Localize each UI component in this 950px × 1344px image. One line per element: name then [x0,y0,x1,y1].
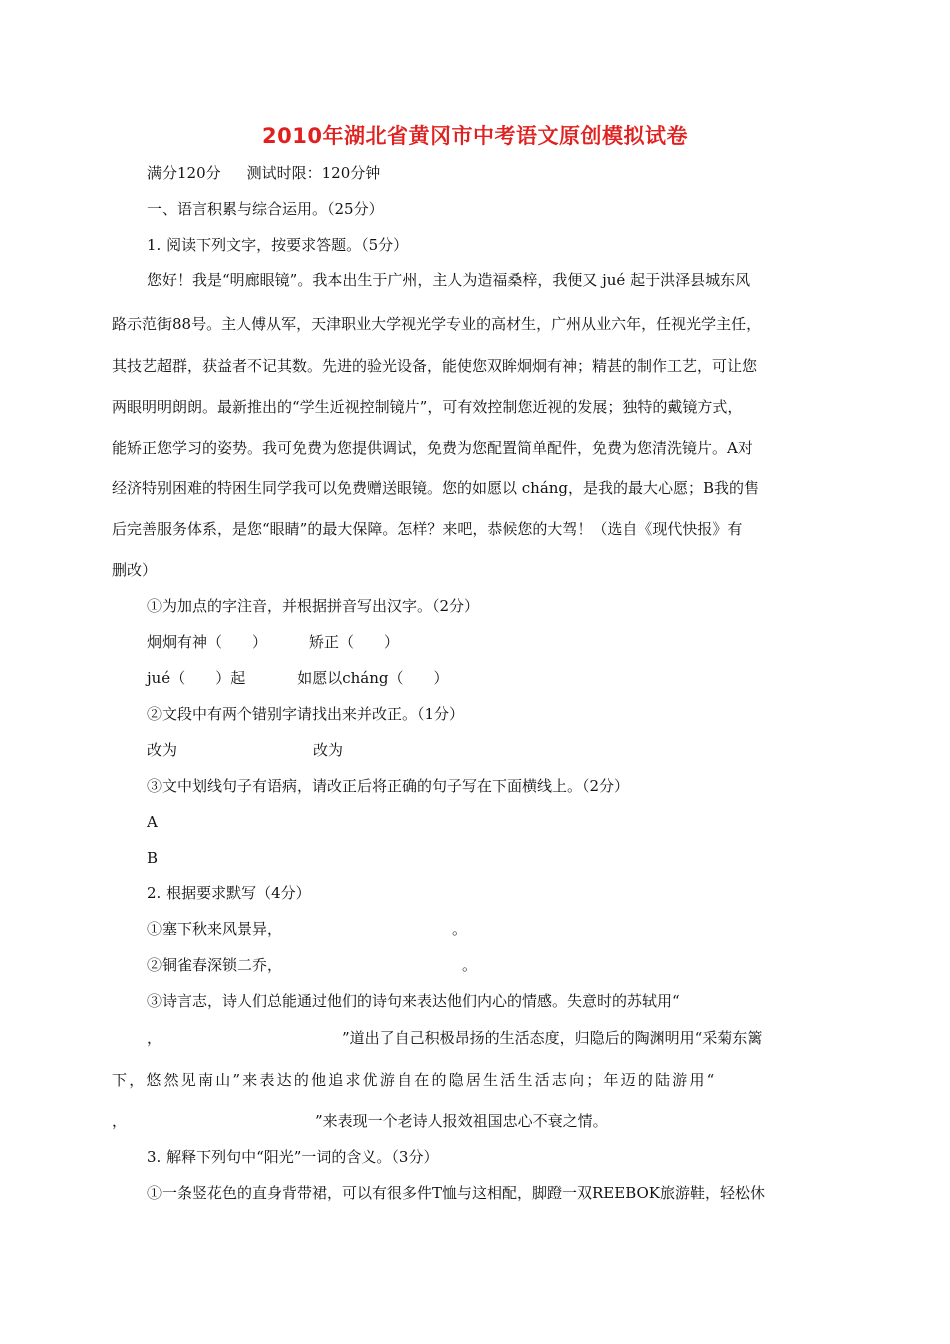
recite-item-3-line: ③诗言志，诗人们总能通过他们的诗句来表达他们内心的情感。失意时的苏轼用“ [147,992,680,1010]
recite-text: ”来表现一个老诗人报效祖国忠心不衰之情。 [315,1112,608,1130]
recite-text: ， [112,1112,128,1130]
question-3-heading: 3. 解释下列句中“阳光”一词的含义。（3分） [147,1148,439,1166]
pinyin-item: 矫正（ ） [309,633,400,651]
passage-line: 能矫正您学习的姿势。我可免费为您提供调试，免费为您配置简单配件，免费为您清洗镜片。A对 [112,439,753,457]
recite-item-1 [147,919,467,939]
passage-line: 后完善服务体系，是您“眼睛”的最大保障。怎样？来吧，恭候您的大驾！（选自《现代快报》有 [112,520,743,538]
subquestion-3-prompt: ③文中划线句子有语病，请改正后将正确的句子写在下面横线上。（2分） [147,777,630,795]
question-3-item: ①一条竖花色的直身背带裙，可以有很多件T恤与这相配，脚蹬一双REEBOK旅游鞋，轻松休 [147,1184,766,1202]
passage-line: 删改） [112,561,158,579]
subquestion-2-prompt: ②文段中有两个错别字请找出来并改正。（1分） [147,705,465,723]
pinyin-row-2 [147,668,448,688]
section-heading: 一、语言积累与综合运用。（25分） [147,200,384,218]
recite-item-3-line [112,1111,608,1131]
recite-text: ， [147,1029,163,1047]
answer-label-b: B [147,849,159,867]
recite-text: ”道出了自己积极昂扬的生活态度，归隐后的陶渊明用“采菊东篱 [342,1029,763,1047]
pinyin-row-1 [147,632,399,652]
passage-line: 您好！我是“明廊眼镜”。我本出生于广州，主人为造福桑梓，我便又 jué 起于洪泽县城东风 [147,271,751,289]
recite-item-3-line: 下，悠然见南山”来表达的他追求优游自在的隐居生活生活志向；年迈的陆游用“ [112,1071,717,1089]
correction-row [147,740,343,760]
passage-line: 路示范街88号。主人傅从军，天津职业大学视光学专业的高材生，广州从业六年，任视光学主任， [112,315,762,333]
recite-end: 。 [452,920,468,938]
recite-text: ②铜雀春深锁二乔， [147,956,283,974]
pinyin-item: 如愿以cháng（ ） [297,669,449,687]
passage-line: 其技艺超群，获益者不记其数。先进的验光设备，能使您双眸炯炯有神；精甚的制作工艺，可让您 [112,357,758,375]
question-2-heading: 2. 根据要求默写（4分） [147,884,311,902]
answer-label-a: A [147,813,158,831]
recite-item-3-line [147,1028,762,1048]
pinyin-item: 炯炯有神（ ） [147,633,268,651]
correction-label: 改为 [313,741,344,759]
passage-line: 经济特别困难的特困生同学我可以免费赠送眼镜。您的如愿以 cháng，是我的最大心愿；B我的售 [112,479,760,497]
question-1-heading: 1. 阅读下列文字，按要求答题。（5分） [147,236,409,254]
subquestion-1-prompt: ①为加点的字注音，并根据拼音写出汉字。（2分） [147,597,480,615]
exam-meta [147,163,380,183]
full-score: 满分120分 [147,164,221,182]
recite-item-2 [147,955,477,975]
passage-line: 两眼明明朗朗。最新推出的“学生近视控制镜片”，可有效控制您近视的发展；独特的戴镜方式， [112,398,743,416]
recite-end: 。 [462,956,478,974]
page-title: 2010年湖北省黄冈市中考语文原创模拟试卷 [262,124,688,148]
correction-label: 改为 [147,741,178,759]
pinyin-item: jué（ ）起 [147,669,246,687]
recite-text: ①塞下秋来风景异， [147,920,283,938]
time-limit: 测试时限：120分钟 [246,164,381,182]
